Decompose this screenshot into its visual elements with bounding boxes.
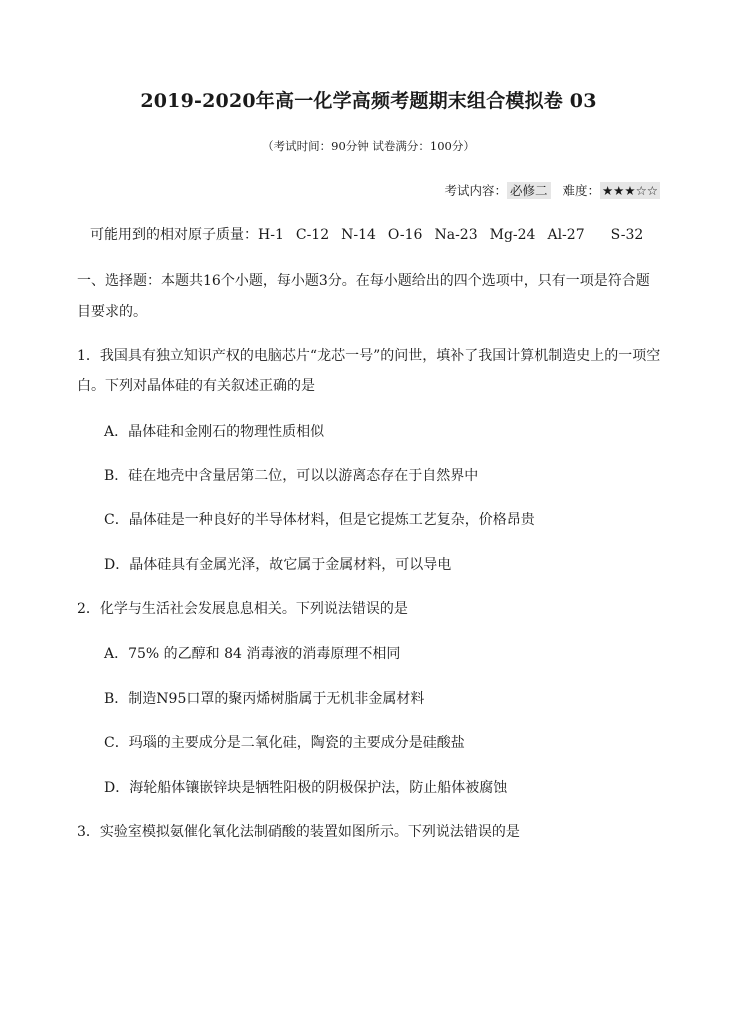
question-2-stem: 2．化学与生活社会发展息息相关。下列说法错误的是 bbox=[77, 601, 408, 617]
page-title: 2019-2020年高一化学高频考题期末组合模拟卷 03 bbox=[140, 90, 597, 112]
question-1-option-c: C．晶体硅是一种良好的半导体材料，但是它提炼工艺复杂，价格昂贵 bbox=[104, 512, 535, 528]
question-1-option-b: B．硅在地壳中含量居第二位，可以以游离态存在于自然界中 bbox=[104, 468, 479, 484]
atomic-mass-item: Mg-24 bbox=[489, 227, 536, 243]
atomic-mass-item: O-16 bbox=[387, 227, 423, 243]
section-heading-line1: 一、选择题：本题共16个小题，每小题3分。在每小题给出的四个选项中，只有一项是符合题 bbox=[77, 273, 650, 289]
question-3-stem: 3．实验室模拟氨催化氧化法制硝酸的装置如图所示。下列说法错误的是 bbox=[77, 824, 520, 840]
atomic-mass-item: H-1 bbox=[258, 227, 284, 243]
exam-info-subtitle: （考试时间：90分钟 试卷满分：100分） bbox=[262, 139, 475, 153]
atomic-mass-item: C-12 bbox=[295, 227, 330, 243]
difficulty-stars: ★★★☆☆ bbox=[601, 183, 658, 198]
question-2-option-a: A．75% 的乙醇和 84 消毒液的消毒原理不相同 bbox=[104, 646, 401, 662]
question-2-option-d: D．海轮船体镶嵌锌块是牺牲阳极的阴极保护法，防止船体被腐蚀 bbox=[104, 780, 508, 796]
question-1-stem-line2: 白。下列对晶体硅的有关叙述正确的是 bbox=[77, 378, 315, 394]
content-label: 考试内容： bbox=[444, 183, 508, 198]
question-1-option-a: A．晶体硅和金刚石的物理性质相似 bbox=[104, 424, 325, 440]
atomic-mass-item: N-14 bbox=[341, 227, 376, 243]
atomic-mass-item: S-32 bbox=[610, 227, 644, 243]
atomic-mass-item: Al-27 bbox=[547, 227, 585, 243]
difficulty-label: 难度： bbox=[562, 183, 600, 198]
question-2-option-c: C．玛瑙的主要成分是二氧化硅，陶瓷的主要成分是硅酸盐 bbox=[104, 735, 465, 751]
atomic-mass-item: Na-23 bbox=[434, 227, 478, 243]
content-value: 必修二 bbox=[507, 182, 551, 199]
exam-meta bbox=[445, 181, 661, 199]
question-1-stem-line1: 1．我国具有独立知识产权的电脑芯片“龙芯一号”的问世，填补了我国计算机制造史上的一项空 bbox=[77, 348, 661, 364]
section-heading-line2: 目要求的。 bbox=[77, 304, 147, 320]
question-2-option-b: B．制造N95口罩的聚丙烯树脂属于无机非金属材料 bbox=[104, 691, 425, 707]
atomic-masses-line bbox=[90, 226, 643, 244]
atomic-masses-label: 可能用到的相对原子质量： bbox=[90, 227, 258, 243]
question-1-option-d: D．晶体硅具有金属光泽，故它属于金属材料，可以导电 bbox=[104, 557, 452, 573]
